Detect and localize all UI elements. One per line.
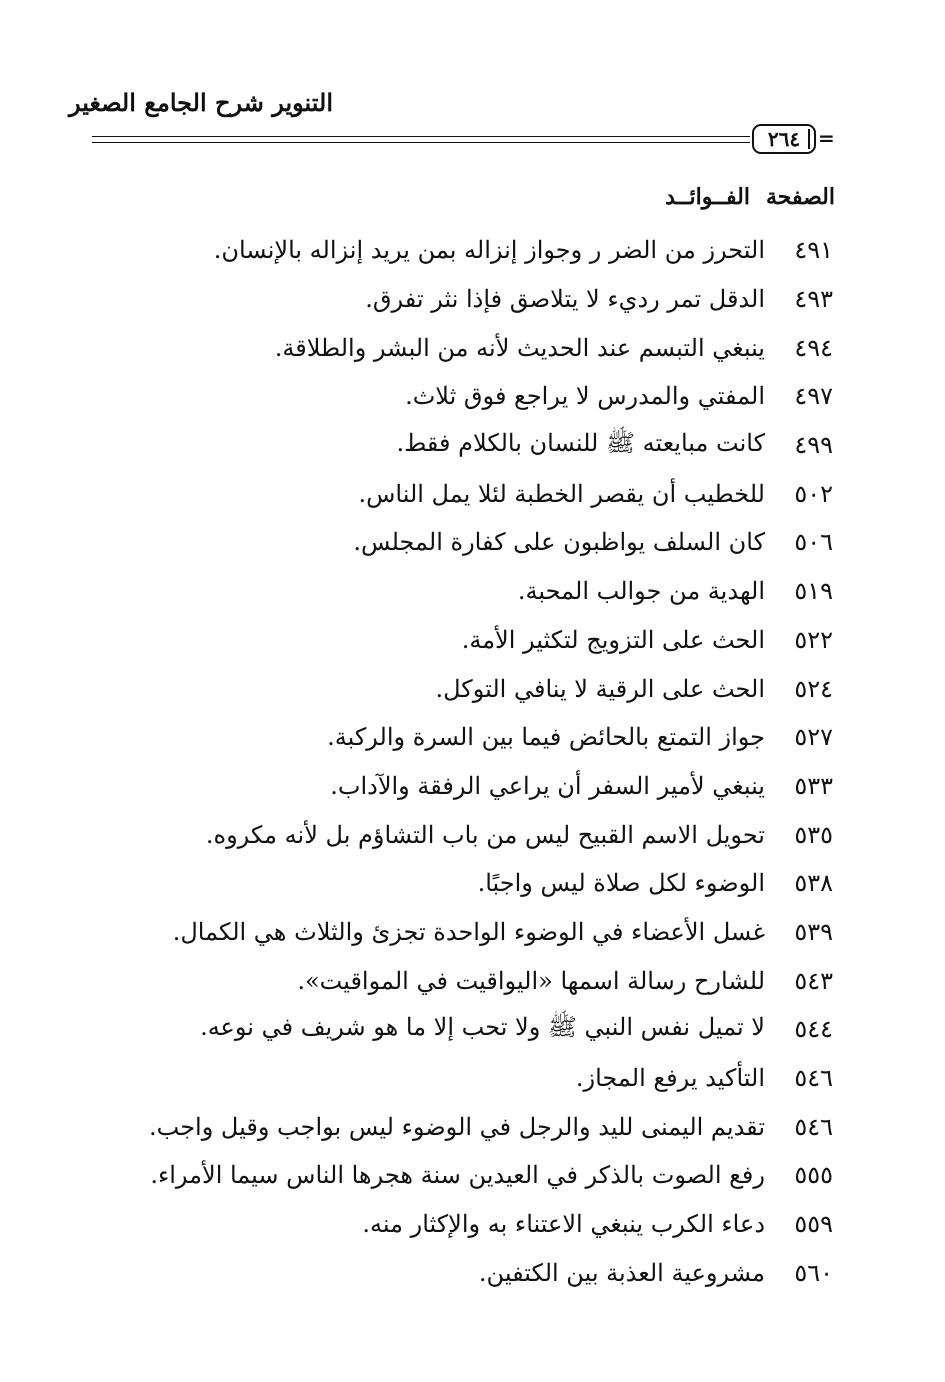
entry-text: ينبغي لأمير السفر أن يراعي الرفقة والآداب.: [330, 771, 765, 800]
entry-page-number: ٥٥٩: [794, 1210, 833, 1239]
entry-page-number: ٤٩٩: [794, 431, 833, 460]
entry-text: الحث على التزويج لتكثير الأمة.: [461, 625, 765, 654]
entry-text: لا تميل نفس النبي ﷺ ولا تحب إلا ما هو شريف في نوعه.: [200, 1012, 765, 1041]
entry-page-number: ٥٢٤: [794, 674, 833, 703]
entry-text: تقديم اليمنى لليد والرجل في الوضوء ليس بواجب وقيل واجب.: [149, 1112, 765, 1141]
entry-text: تحويل الاسم القبيح ليس من باب التشاؤم بل لأنه مكروه.: [205, 820, 765, 849]
list-item: [93, 762, 833, 811]
entry-text: ينبغي التبسم عند الحديث لأنه من البشر والطلاقة.: [274, 333, 765, 362]
entry-text: كان السلف يواظبون على كفارة المجلس.: [353, 528, 765, 557]
entry-page-number: ٥٥٥: [794, 1161, 833, 1190]
entry-page-number: ٤٩٤: [794, 333, 833, 362]
entry-text: مشروعية العذبة بين الكتفين.: [478, 1258, 765, 1287]
list-item: [93, 275, 833, 324]
list-item: [93, 1054, 833, 1103]
entry-page-number: ٥٣٣: [794, 771, 833, 800]
header-rule-bottom: [92, 142, 750, 143]
entry-page-number: ٥٢٢: [794, 625, 833, 654]
entry-text: الحث على الرقية لا ينافي التوكل.: [435, 674, 765, 703]
entry-page-number: ٤٩٧: [794, 382, 833, 411]
entry-text: للخطيب أن يقصر الخطبة لئلا يمل الناس.: [358, 479, 765, 508]
entry-page-number: ٤٩٣: [794, 285, 833, 314]
entry-page-number: ٥٠٦: [794, 528, 833, 557]
list-item: [93, 908, 833, 957]
list-item: [93, 323, 833, 372]
entry-page-number: ٥٤٤: [794, 1015, 833, 1044]
list-item: [93, 1005, 833, 1054]
entry-page-number: ٥٣٩: [794, 917, 833, 946]
list-item: [93, 372, 833, 421]
entry-page-number: ٥٢٧: [794, 723, 833, 752]
entry-text: رفع الصوت بالذكر في العيدين سنة هجرها الناس سيما الأمراء.: [150, 1161, 765, 1190]
list-item: [93, 1102, 833, 1151]
header-rule-top: [92, 136, 750, 137]
entry-page-number: ٥٣٥: [794, 820, 833, 849]
list-item: [93, 421, 833, 470]
list-item: [93, 616, 833, 665]
entry-page-number: ٤٩١: [794, 236, 833, 265]
entry-text: دعاء الكرب ينبغي الاعتناء به والإكثار منه.: [362, 1210, 765, 1239]
header-dash: =: [818, 126, 835, 150]
list-item: [93, 859, 833, 908]
entry-text: التأكيد يرفع المجاز.: [575, 1064, 765, 1093]
list-item: [93, 226, 833, 275]
entry-text: التحرز من الضر ر وجواز إنزاله بمن يريد إنزاله بالإنسان.: [213, 236, 765, 265]
page-number-box: [752, 124, 816, 154]
entry-text: كانت مبايعته ﷺ للنسان بالكلام فقط.: [396, 428, 765, 457]
entry-page-number: ٥٣٨: [794, 869, 833, 898]
entry-page-number: ٥٦٠: [794, 1258, 833, 1287]
list-item: [93, 567, 833, 616]
column-header: [665, 184, 835, 210]
list-item: [93, 1151, 833, 1200]
column-header-page: الصفحة: [765, 184, 835, 210]
list-item: [93, 956, 833, 1005]
entry-text: الوضوء لكل صلاة ليس واجبًا.: [477, 869, 765, 898]
entry-page-number: ٥١٩: [794, 577, 833, 606]
list-item: [93, 1200, 833, 1249]
benefits-list: [93, 226, 833, 1297]
list-item: [93, 469, 833, 518]
list-item: [93, 518, 833, 567]
list-item: [93, 664, 833, 713]
entry-text: غسل الأعضاء في الوضوء الواحدة تجزئ والثلاث هي الكمال.: [172, 917, 765, 946]
list-item: [93, 713, 833, 762]
entry-page-number: ٥٤٦: [794, 1064, 833, 1093]
column-header-benefits: الفــوائــد: [665, 184, 750, 210]
page-number: ٢٦٤: [767, 127, 801, 151]
entry-text: جواز التمتع بالحائض فيما بين السرة والركبة.: [327, 723, 765, 752]
entry-page-number: ٥٠٢: [794, 479, 833, 508]
entry-text: الهدية من جوالب المحبة.: [517, 577, 765, 606]
list-item: [93, 810, 833, 859]
entry-text: للشارح رسالة اسمها «اليواقيت في المواقيت».: [297, 966, 765, 995]
list-item: [93, 1248, 833, 1297]
entry-page-number: ٥٤٦: [794, 1112, 833, 1141]
entry-text: الدقل تمر رديء لا يتلاصق فإذا نثر تفرق.: [365, 285, 765, 314]
entry-text: المفتي والمدرس لا يراجع فوق ثلاث.: [405, 382, 765, 411]
book-title: التنوير شرح الجامع الصغير: [69, 88, 333, 117]
entry-page-number: ٥٤٣: [794, 966, 833, 995]
